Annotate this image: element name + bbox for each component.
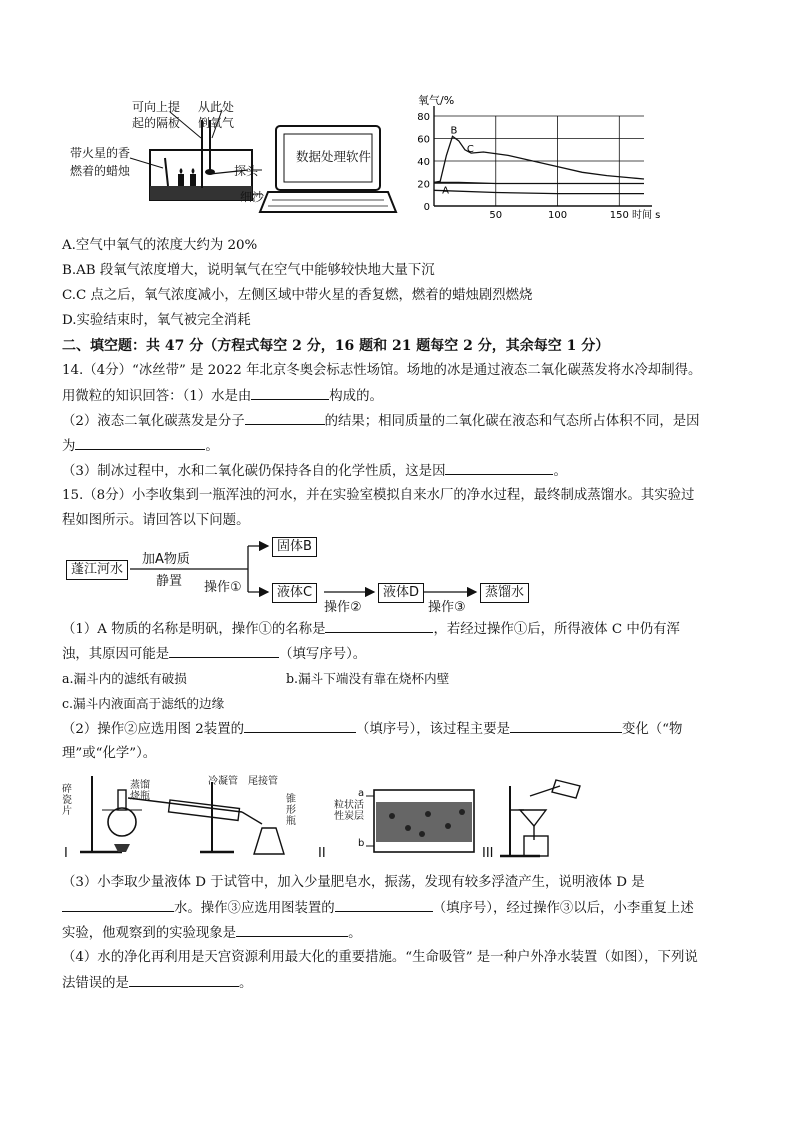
option-d: D.实验结束时，氧气被完全消耗 xyxy=(62,313,251,328)
q15-line1: 15.（8分）小李收集到一瓶浑浊的河水，并在实验室模拟自来水厂的净水过程，最终制成蒸馏水。其实验过 xyxy=(62,488,695,503)
label-fig-ii: II xyxy=(318,846,326,861)
flow-solid-b: 固体B xyxy=(272,537,317,557)
q14-line5b: 。 xyxy=(553,464,567,479)
chart-series-upper xyxy=(434,136,644,182)
chart-ytick-label: 40 xyxy=(417,157,430,168)
flow-diagram xyxy=(62,536,562,616)
chart-xtick-label: 50 xyxy=(489,210,503,221)
laptop-drawing xyxy=(258,120,398,220)
q15-blank5[interactable] xyxy=(62,899,174,912)
label-flask: 蒸馏烧瓶 xyxy=(130,780,150,802)
label-incense: 带火星的香 xyxy=(70,146,131,160)
q15-p3a: （3）小李取少量液体 D 于试管中，加入少量肥皂水，振荡，发现有较多浮渣产生，说明液体 D 是 xyxy=(62,875,645,890)
q15-p3d: 实验，他观察到的实验现象是 xyxy=(62,926,237,941)
flow-op2: 操作② xyxy=(324,600,362,615)
q15-blank1[interactable] xyxy=(325,620,433,633)
q14-line2b: 构成的。 xyxy=(329,389,383,404)
q15-p3b: 水。操作③应选用图装置的 xyxy=(174,901,335,916)
chart-ytick-label: 80 xyxy=(417,112,430,123)
label-conical: 锥形瓶 xyxy=(286,794,296,827)
label-candle: 燃着的蜡烛 xyxy=(70,164,131,178)
label-condenser: 冷凝管 xyxy=(208,776,238,787)
chart-series-bottom xyxy=(434,190,644,193)
q15-blank6[interactable] xyxy=(335,899,433,912)
q14-line1: 14.（4分）“冰丝带” 是 2022 年北京冬奥会标志性场馆。场地的冰是通过液态二氧化碳蒸发将水冷却制得。 xyxy=(62,363,702,378)
distillation-figure xyxy=(62,772,332,864)
q15-p4a: （4）水的净化再利用是天宫资源利用最大化的重要措施。“生命吸管” 是一种户外净水装置（如图），下列说 xyxy=(62,950,698,965)
q14-line2a: 用微粒的知识回答：（1）水是由 xyxy=(62,389,252,404)
label-granular: 粒状活性炭层 xyxy=(334,800,364,822)
q15-p2a: （2）操作②应选用图 2装置的 xyxy=(62,722,244,737)
option-b: B.AB 段氧气浓度增大，说明氧气在空气中能够较快地大量下沉 xyxy=(62,263,435,278)
label-a: a xyxy=(358,788,365,799)
q15-p4-line2 xyxy=(62,974,252,993)
chart-ylabel: 氧气/% xyxy=(418,94,455,107)
q15-blank3[interactable] xyxy=(244,720,356,733)
carbon-filter-figure xyxy=(312,776,482,864)
q14-line3b: 的结果；相同质量的二氧化碳在液态和气态所占体积不同，是因 xyxy=(324,414,700,429)
q15-p2b: （填序号），该过程主要是 xyxy=(355,722,510,737)
chart-ytick-label: 0 xyxy=(423,202,430,213)
q15-p1b: ，若经过操作①后，所得液体 C 中仍有浑 xyxy=(433,622,680,637)
q14-line4a: 为 xyxy=(62,439,76,454)
q15-p2-line1 xyxy=(62,720,682,739)
q15-blank7[interactable] xyxy=(236,924,348,937)
label-from-here: 从此处 xyxy=(198,100,235,114)
label-lift: 可向上提 xyxy=(132,100,181,114)
oxygen-chart-svg xyxy=(410,94,672,224)
chart-xlabel: 时间 s xyxy=(632,210,661,221)
q15-p3e: 。 xyxy=(348,926,362,941)
q14-line4b: 。 xyxy=(205,439,219,454)
q15-blank8[interactable] xyxy=(129,974,239,987)
flow-op1: 操作① xyxy=(204,580,242,595)
q14-line5a: （3）制冰过程中，水和二氧化碳仍保持各自的化学性质，这是因 xyxy=(62,464,446,479)
chart-ytick-label: 20 xyxy=(417,179,430,191)
flow-liquid-d: 液体D xyxy=(378,583,424,603)
label-fig-i: I xyxy=(64,846,68,861)
flow-settle: 静置 xyxy=(156,574,183,589)
laptop-figure xyxy=(258,120,398,220)
q15-p1c: 浊，其原因可能是 xyxy=(62,647,170,662)
q14-line5 xyxy=(62,462,567,481)
label-sand: 细沙 xyxy=(240,190,265,204)
q15-p3c: （填序号），经过操作③以后，小李重复上述 xyxy=(432,901,694,916)
flow-add-a: 加A物质 xyxy=(142,552,190,567)
q14-blank1[interactable] xyxy=(251,387,329,400)
q15-blank2[interactable] xyxy=(169,645,279,658)
q14-blank3[interactable] xyxy=(75,437,205,450)
option-c: C.C 点之后，氧气浓度减小，左侧区域中带火星的香复燃，燃着的蜡烛剧烈燃烧 xyxy=(62,288,533,303)
chart-point-label: C xyxy=(466,143,474,155)
q14-blank2[interactable] xyxy=(245,412,325,425)
flow-op3: 操作③ xyxy=(428,600,466,615)
filtration-drawing xyxy=(480,776,590,864)
q14-line3 xyxy=(62,412,700,431)
q15-opt-c: c.漏斗内液面高于滤纸的边缘 xyxy=(62,696,225,711)
option-a: A.空气中氧气的浓度大约为 20% xyxy=(62,238,258,253)
flow-distilled: 蒸馏水 xyxy=(480,583,529,603)
q14-line2 xyxy=(62,387,383,406)
label-fig-iii: III xyxy=(482,846,494,861)
flow-liquid-c: 液体C xyxy=(272,583,317,603)
label-pour-o2: 倒氧气 xyxy=(198,116,235,130)
q15-p1a: （1）A 物质的名称是明矾，操作①的名称是 xyxy=(62,622,326,637)
flow-river: 蓬江河水 xyxy=(66,560,128,580)
oxygen-chart xyxy=(410,94,672,224)
label-partition: 起的隔板 xyxy=(132,116,181,130)
label-chips: 碎瓷片 xyxy=(62,784,72,817)
label-adapter: 尾接管 xyxy=(248,776,278,787)
q15-p2d: 理”或“化学”）。 xyxy=(62,746,157,761)
q15-p3-line2 xyxy=(62,899,694,918)
chart-point-label: B xyxy=(450,125,458,137)
q15-p1-line1 xyxy=(62,620,680,639)
q14-line4 xyxy=(62,437,219,456)
q15-p1d: （填写序号）。 xyxy=(279,647,367,662)
apparatus-figure xyxy=(70,98,280,220)
q15-p1-line2 xyxy=(62,645,366,664)
q15-opt-a: a.漏斗内的滤纸有破损 xyxy=(62,671,187,686)
section2-heading: 二、填空题：共 47 分（方程式每空 2 分，16 题和 21 题每空 2 分，其余每空 1 分） xyxy=(62,338,610,354)
filtration-figure xyxy=(480,776,590,864)
chart-ytick-label: 60 xyxy=(417,134,430,146)
q15-line2: 程如图所示。请回答以下问题。 xyxy=(62,513,250,528)
q15-p4c: 。 xyxy=(238,976,253,991)
q15-p4b: 法错误的是 xyxy=(62,976,129,991)
chart-point-label: A xyxy=(442,185,450,197)
q15-p2c: 变化（“物 xyxy=(621,722,683,737)
q15-p3-line3 xyxy=(62,924,361,943)
q14-blank4[interactable] xyxy=(445,462,553,475)
q15-blank4[interactable] xyxy=(510,720,622,733)
q15-opt-b: b.漏斗下端没有靠在烧杯内壁 xyxy=(286,671,450,686)
laptop-label: 数据处理软件 xyxy=(296,149,372,164)
label-b: b xyxy=(358,838,365,849)
chart-xtick-label: 150 xyxy=(609,210,629,221)
q14-line3a: （2）液态二氧化碳蒸发是分子 xyxy=(62,414,245,429)
chart-xtick-label: 100 xyxy=(547,210,568,221)
label-probe: 探头 xyxy=(234,164,259,178)
